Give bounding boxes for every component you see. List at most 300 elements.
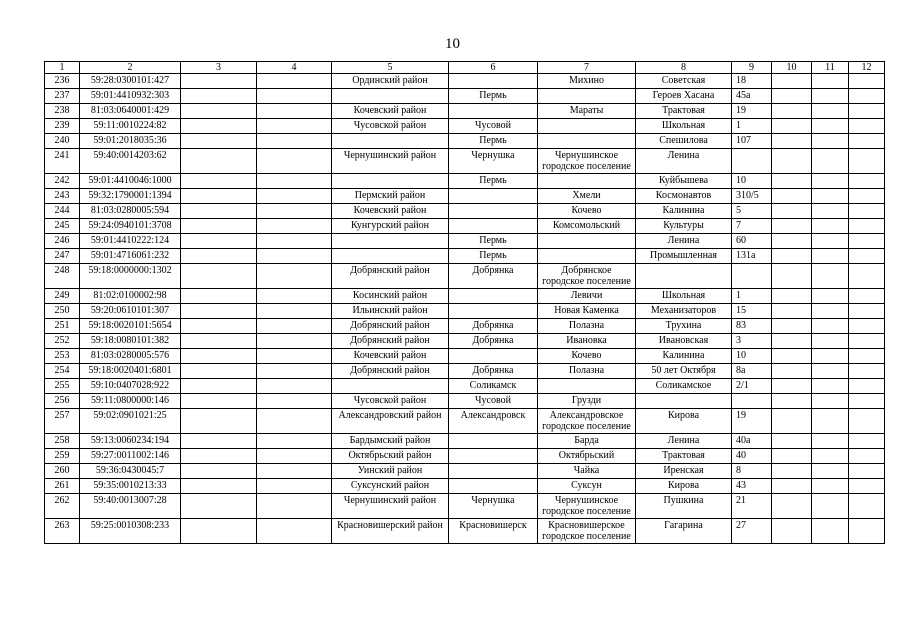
column-12-cell <box>849 434 885 449</box>
cadastral-number-cell: 59:01:4410046:1000 <box>80 174 181 189</box>
column-10-cell <box>772 494 812 519</box>
street-cell: Кирова <box>636 409 732 434</box>
column-3-cell <box>181 449 257 464</box>
column-12-cell <box>849 119 885 134</box>
street-cell: Ленина <box>636 434 732 449</box>
column-12-cell <box>849 479 885 494</box>
cadastral-number-cell: 59:18:0000000:1302 <box>80 264 181 289</box>
column-11-cell <box>812 364 849 379</box>
locality-cell: Суксун <box>538 479 636 494</box>
column-number: 4 <box>257 62 332 74</box>
street-cell: Промышленная <box>636 249 732 264</box>
city-cell <box>449 74 538 89</box>
row-number-cell: 241 <box>45 149 80 174</box>
city-cell: Александровск <box>449 409 538 434</box>
locality-cell: Полазна <box>538 319 636 334</box>
column-number: 11 <box>812 62 849 74</box>
column-11-cell <box>812 349 849 364</box>
column-12-cell <box>849 89 885 104</box>
table-row <box>45 434 885 449</box>
column-4-cell <box>257 349 332 364</box>
column-4-cell <box>257 464 332 479</box>
column-12-cell <box>849 189 885 204</box>
house-number-cell: 131а <box>732 249 772 264</box>
column-11-cell <box>812 494 849 519</box>
house-number-cell: 10 <box>732 349 772 364</box>
cadastral-number-cell: 59:18:0020101:5654 <box>80 319 181 334</box>
locality-cell <box>538 379 636 394</box>
city-cell <box>449 189 538 204</box>
column-12-cell <box>849 234 885 249</box>
column-12-cell <box>849 219 885 234</box>
house-number-cell: 107 <box>732 134 772 149</box>
column-3-cell <box>181 519 257 544</box>
table-row <box>45 334 885 349</box>
locality-cell: Ивановка <box>538 334 636 349</box>
column-11-cell <box>812 319 849 334</box>
column-3-cell <box>181 319 257 334</box>
city-cell <box>449 304 538 319</box>
cadastral-number-cell: 59:18:0020401:6801 <box>80 364 181 379</box>
street-cell: Ленина <box>636 234 732 249</box>
cadastral-number-cell: 59:40:0013007:28 <box>80 494 181 519</box>
column-10-cell <box>772 74 812 89</box>
column-10-cell <box>772 449 812 464</box>
row-number-cell: 252 <box>45 334 80 349</box>
column-10-cell <box>772 264 812 289</box>
cadastral-number-cell: 59:36:0430045:7 <box>80 464 181 479</box>
column-11-cell <box>812 334 849 349</box>
table-row <box>45 174 885 189</box>
column-11-cell <box>812 304 849 319</box>
column-4-cell <box>257 364 332 379</box>
table-row <box>45 289 885 304</box>
house-number-cell: 40а <box>732 434 772 449</box>
column-4-cell <box>257 289 332 304</box>
district-cell: Красновишерский район <box>332 519 449 544</box>
locality-cell: Чайка <box>538 464 636 479</box>
row-number-cell: 261 <box>45 479 80 494</box>
house-number-cell <box>732 264 772 289</box>
row-number-cell: 259 <box>45 449 80 464</box>
locality-cell <box>538 119 636 134</box>
table-row <box>45 349 885 364</box>
column-3-cell <box>181 334 257 349</box>
street-cell: Ленина <box>636 149 732 174</box>
cadastral-number-cell: 59:10:0407028:922 <box>80 379 181 394</box>
locality-cell: Кочево <box>538 349 636 364</box>
column-4-cell <box>257 494 332 519</box>
column-number: 6 <box>449 62 538 74</box>
house-number-cell <box>732 149 772 174</box>
table-row <box>45 519 885 544</box>
row-number-cell: 260 <box>45 464 80 479</box>
column-11-cell <box>812 479 849 494</box>
house-number-cell: 45а <box>732 89 772 104</box>
district-cell: Суксунский район <box>332 479 449 494</box>
column-12-cell <box>849 74 885 89</box>
column-12-cell <box>849 494 885 519</box>
row-number-cell: 239 <box>45 119 80 134</box>
column-3-cell <box>181 264 257 289</box>
city-cell <box>449 289 538 304</box>
street-cell: Пушкина <box>636 494 732 519</box>
column-3-cell <box>181 174 257 189</box>
street-cell: Кирова <box>636 479 732 494</box>
row-number-cell: 238 <box>45 104 80 119</box>
column-4-cell <box>257 449 332 464</box>
district-cell: Добрянский район <box>332 264 449 289</box>
column-11-cell <box>812 264 849 289</box>
column-11-cell <box>812 289 849 304</box>
column-11-cell <box>812 409 849 434</box>
cadastral-number-cell: 59:01:4410932:303 <box>80 89 181 104</box>
district-cell: Чусовской район <box>332 119 449 134</box>
house-number-cell: 15 <box>732 304 772 319</box>
column-4-cell <box>257 189 332 204</box>
column-12-cell <box>849 449 885 464</box>
column-10-cell <box>772 349 812 364</box>
locality-cell <box>538 134 636 149</box>
street-cell: Школьная <box>636 119 732 134</box>
locality-cell <box>538 174 636 189</box>
city-cell <box>449 464 538 479</box>
table-row <box>45 264 885 289</box>
column-3-cell <box>181 349 257 364</box>
column-11-cell <box>812 149 849 174</box>
house-number-cell: 43 <box>732 479 772 494</box>
locality-cell: Полазна <box>538 364 636 379</box>
house-number-cell: 10 <box>732 174 772 189</box>
column-10-cell <box>772 119 812 134</box>
locality-cell: Хмели <box>538 189 636 204</box>
street-cell: Трактовая <box>636 449 732 464</box>
district-cell: Добрянский район <box>332 364 449 379</box>
cadastral-number-cell: 59:35:0010213:33 <box>80 479 181 494</box>
column-3-cell <box>181 104 257 119</box>
column-4-cell <box>257 519 332 544</box>
district-cell: Кочевский район <box>332 104 449 119</box>
house-number-cell: 2/1 <box>732 379 772 394</box>
street-cell: Калинина <box>636 204 732 219</box>
column-3-cell <box>181 119 257 134</box>
district-cell <box>332 249 449 264</box>
column-number: 5 <box>332 62 449 74</box>
cadastral-number-cell: 59:01:4410222:124 <box>80 234 181 249</box>
column-11-cell <box>812 174 849 189</box>
column-12-cell <box>849 519 885 544</box>
column-3-cell <box>181 494 257 519</box>
house-number-cell: 21 <box>732 494 772 519</box>
row-number-cell: 244 <box>45 204 80 219</box>
street-cell: Спешилова <box>636 134 732 149</box>
column-11-cell <box>812 434 849 449</box>
column-11-cell <box>812 134 849 149</box>
city-cell: Добрянка <box>449 264 538 289</box>
column-3-cell <box>181 394 257 409</box>
column-3-cell <box>181 289 257 304</box>
column-11-cell <box>812 394 849 409</box>
cadastral-number-cell: 59:24:0940101:3708 <box>80 219 181 234</box>
district-cell: Чусовской район <box>332 394 449 409</box>
column-4-cell <box>257 204 332 219</box>
street-cell <box>636 394 732 409</box>
column-10-cell <box>772 379 812 394</box>
column-10-cell <box>772 174 812 189</box>
column-3-cell <box>181 189 257 204</box>
column-3-cell <box>181 364 257 379</box>
column-10-cell <box>772 104 812 119</box>
locality-cell: Левичи <box>538 289 636 304</box>
district-cell: Пермский район <box>332 189 449 204</box>
cadastral-number-cell: 81:03:0280005:594 <box>80 204 181 219</box>
house-number-cell: 83 <box>732 319 772 334</box>
column-3-cell <box>181 234 257 249</box>
row-number-cell: 253 <box>45 349 80 364</box>
cadastral-number-cell: 59:32:1790001:1394 <box>80 189 181 204</box>
table-row <box>45 449 885 464</box>
row-number-cell: 255 <box>45 379 80 394</box>
cadastral-number-cell: 59:01:2018035:36 <box>80 134 181 149</box>
column-3-cell <box>181 134 257 149</box>
column-10-cell <box>772 89 812 104</box>
row-number-cell: 250 <box>45 304 80 319</box>
table-row <box>45 464 885 479</box>
column-10-cell <box>772 319 812 334</box>
column-11-cell <box>812 119 849 134</box>
city-cell: Добрянка <box>449 364 538 379</box>
row-number-cell: 258 <box>45 434 80 449</box>
locality-cell: Чернушинское городское поселение <box>538 494 636 519</box>
table-row <box>45 394 885 409</box>
locality-cell: Октябрьский <box>538 449 636 464</box>
registry-body <box>45 62 885 544</box>
house-number-cell: 19 <box>732 104 772 119</box>
table-row <box>45 304 885 319</box>
column-4-cell <box>257 319 332 334</box>
district-cell: Октябрьский район <box>332 449 449 464</box>
city-cell: Пермь <box>449 174 538 189</box>
column-4-cell <box>257 334 332 349</box>
cadastral-number-cell: 59:01:4716061:232 <box>80 249 181 264</box>
table-row <box>45 234 885 249</box>
street-cell: Ивановская <box>636 334 732 349</box>
city-cell: Чусовой <box>449 119 538 134</box>
cadastral-number-cell: 59:13:0060234:194 <box>80 434 181 449</box>
column-number: 7 <box>538 62 636 74</box>
column-4-cell <box>257 174 332 189</box>
city-cell: Соликамск <box>449 379 538 394</box>
district-cell: Чернушинский район <box>332 494 449 519</box>
column-12-cell <box>849 204 885 219</box>
column-number: 2 <box>80 62 181 74</box>
column-12-cell <box>849 249 885 264</box>
column-4-cell <box>257 89 332 104</box>
row-number-cell: 254 <box>45 364 80 379</box>
column-11-cell <box>812 204 849 219</box>
table-row <box>45 104 885 119</box>
column-3-cell <box>181 304 257 319</box>
table-row <box>45 249 885 264</box>
column-12-cell <box>849 379 885 394</box>
street-cell: Школьная <box>636 289 732 304</box>
column-number: 1 <box>45 62 80 74</box>
row-number-cell: 251 <box>45 319 80 334</box>
cadastral-number-cell: 59:20:0610101:307 <box>80 304 181 319</box>
table-row <box>45 409 885 434</box>
street-cell: Культуры <box>636 219 732 234</box>
column-10-cell <box>772 304 812 319</box>
cadastral-number-cell: 81:03:0640001:429 <box>80 104 181 119</box>
column-11-cell <box>812 464 849 479</box>
column-10-cell <box>772 334 812 349</box>
locality-cell: Красновишерское городское поселение <box>538 519 636 544</box>
house-number-cell: 8 <box>732 464 772 479</box>
row-number-cell: 243 <box>45 189 80 204</box>
cadastral-number-cell: 59:11:0800000:146 <box>80 394 181 409</box>
page-number: 10 <box>445 36 460 52</box>
house-number-cell: 18 <box>732 74 772 89</box>
locality-cell: Грузди <box>538 394 636 409</box>
column-number: 10 <box>772 62 812 74</box>
district-cell: Добрянский район <box>332 334 449 349</box>
column-10-cell <box>772 189 812 204</box>
row-number-cell: 246 <box>45 234 80 249</box>
column-12-cell <box>849 149 885 174</box>
locality-cell: Мараты <box>538 104 636 119</box>
locality-cell <box>538 234 636 249</box>
district-cell <box>332 379 449 394</box>
locality-cell: Новая Каменка <box>538 304 636 319</box>
house-number-cell: 5 <box>732 204 772 219</box>
column-10-cell <box>772 249 812 264</box>
table-row <box>45 219 885 234</box>
table-row <box>45 319 885 334</box>
city-cell: Чусовой <box>449 394 538 409</box>
column-12-cell <box>849 349 885 364</box>
row-number-cell: 240 <box>45 134 80 149</box>
column-11-cell <box>812 189 849 204</box>
column-10-cell <box>772 519 812 544</box>
city-cell <box>449 479 538 494</box>
column-number: 9 <box>732 62 772 74</box>
column-12-cell <box>849 304 885 319</box>
row-number-cell: 262 <box>45 494 80 519</box>
row-number-cell: 248 <box>45 264 80 289</box>
house-number-cell: 310/5 <box>732 189 772 204</box>
house-number-cell: 1 <box>732 119 772 134</box>
table-row <box>45 89 885 104</box>
house-number-cell: 40 <box>732 449 772 464</box>
column-12-cell <box>849 319 885 334</box>
city-cell: Добрянка <box>449 319 538 334</box>
locality-cell: Комсомольский <box>538 219 636 234</box>
cadastral-number-cell: 59:02:0901021:25 <box>80 409 181 434</box>
column-4-cell <box>257 394 332 409</box>
column-12-cell <box>849 289 885 304</box>
house-number-cell: 27 <box>732 519 772 544</box>
column-3-cell <box>181 219 257 234</box>
column-4-cell <box>257 249 332 264</box>
city-cell: Чернушка <box>449 494 538 519</box>
table-row <box>45 364 885 379</box>
row-number-cell: 245 <box>45 219 80 234</box>
column-4-cell <box>257 219 332 234</box>
column-10-cell <box>772 149 812 174</box>
district-cell <box>332 134 449 149</box>
row-number-cell: 236 <box>45 74 80 89</box>
city-cell <box>449 219 538 234</box>
district-cell: Уинский район <box>332 464 449 479</box>
cadastral-number-cell: 81:02:0100002:98 <box>80 289 181 304</box>
locality-cell <box>538 89 636 104</box>
district-cell: Ординский район <box>332 74 449 89</box>
table-row <box>45 189 885 204</box>
district-cell: Кочевский район <box>332 349 449 364</box>
column-3-cell <box>181 89 257 104</box>
column-10-cell <box>772 219 812 234</box>
column-3-cell <box>181 149 257 174</box>
district-cell: Чернушинский район <box>332 149 449 174</box>
column-10-cell <box>772 464 812 479</box>
street-cell: Героев Хасана <box>636 89 732 104</box>
table-row <box>45 134 885 149</box>
district-cell: Кунгурский район <box>332 219 449 234</box>
column-3-cell <box>181 249 257 264</box>
column-4-cell <box>257 379 332 394</box>
column-11-cell <box>812 234 849 249</box>
house-number-cell: 3 <box>732 334 772 349</box>
column-4-cell <box>257 434 332 449</box>
locality-cell: Александровское городское поселение <box>538 409 636 434</box>
column-11-cell <box>812 74 849 89</box>
cadastral-number-cell: 59:25:0010308:233 <box>80 519 181 544</box>
locality-cell: Кочево <box>538 204 636 219</box>
row-number-cell: 257 <box>45 409 80 434</box>
street-cell: Советская <box>636 74 732 89</box>
table-row <box>45 119 885 134</box>
city-cell: Пермь <box>449 89 538 104</box>
cadastral-number-cell: 59:11:0010224:82 <box>80 119 181 134</box>
registry-table <box>44 61 885 544</box>
table-row <box>45 479 885 494</box>
street-cell: Механизаторов <box>636 304 732 319</box>
cadastral-number-cell: 59:27:0011002:146 <box>80 449 181 464</box>
district-cell <box>332 174 449 189</box>
column-number: 8 <box>636 62 732 74</box>
column-10-cell <box>772 289 812 304</box>
locality-cell: Барда <box>538 434 636 449</box>
column-10-cell <box>772 204 812 219</box>
column-4-cell <box>257 149 332 174</box>
district-cell <box>332 89 449 104</box>
column-11-cell <box>812 219 849 234</box>
city-cell <box>449 434 538 449</box>
city-cell <box>449 349 538 364</box>
column-4-cell <box>257 304 332 319</box>
city-cell: Красновишерск <box>449 519 538 544</box>
row-number-cell: 237 <box>45 89 80 104</box>
locality-cell: Чернушинское городское поселение <box>538 149 636 174</box>
column-12-cell <box>849 134 885 149</box>
cadastral-number-cell: 81:03:0280005:576 <box>80 349 181 364</box>
street-cell: 50 лет Октября <box>636 364 732 379</box>
column-12-cell <box>849 264 885 289</box>
street-cell <box>636 264 732 289</box>
column-11-cell <box>812 249 849 264</box>
column-10-cell <box>772 364 812 379</box>
district-cell <box>332 234 449 249</box>
